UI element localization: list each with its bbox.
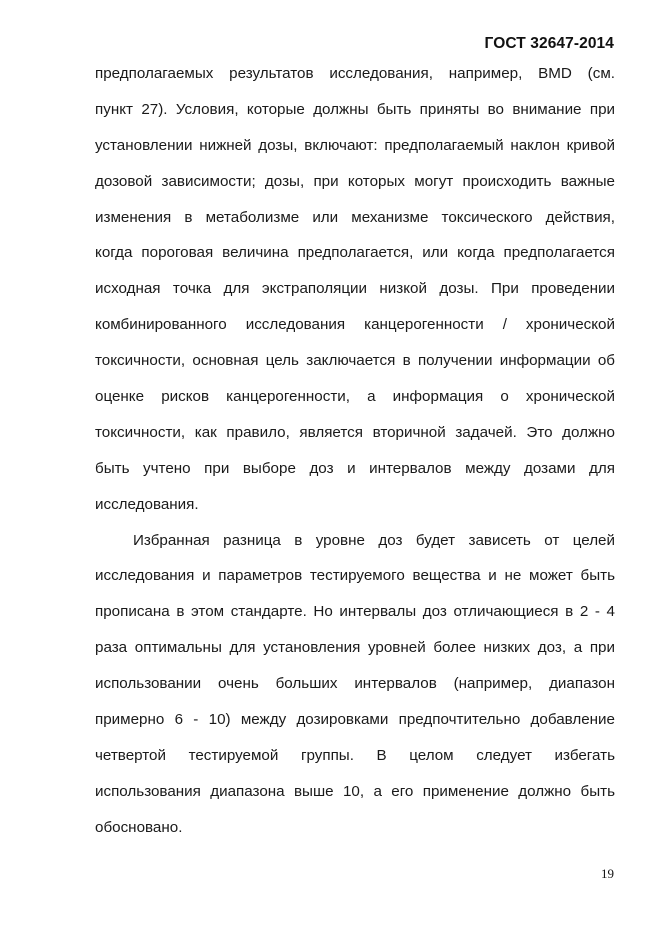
text-line: использования диапазона выше 10, а его применение должно быть xyxy=(95,782,615,800)
text-line: оценке рисков канцерогенности, а информация о хронической xyxy=(95,388,615,406)
text-line: дозовой зависимости; дозы, при которых могут происходить важные xyxy=(95,172,615,190)
text-line: исходная точка для экстраполяции низкой дозы. При проведении xyxy=(95,280,615,298)
text-line: раза оптимальны для установления уровней более низких доз, а при xyxy=(95,639,615,657)
text-line: токсичности, основная цель заключается в получении информации об xyxy=(95,352,615,370)
body-text xyxy=(95,56,615,846)
standard-code-header: ГОСТ 32647-2014 xyxy=(484,35,614,52)
text-line: обосновано. xyxy=(95,818,183,836)
text-line: прописана в этом стандарте. Но интервалы доз отличающиеся в 2 - 4 xyxy=(95,603,615,621)
text-line: быть учтено при выборе доз и интервалов между дозами для xyxy=(95,459,615,477)
text-line: когда пороговая величина предполагается, или когда предполагается xyxy=(95,244,615,262)
text-line: пункт 27). Условия, которые должны быть приняты во внимание при xyxy=(95,100,615,118)
text-line: токсичности, как правило, является вторичной задачей. Это должно xyxy=(95,423,615,441)
page-number: 19 xyxy=(601,866,614,881)
paragraph-dose-intervals xyxy=(95,523,615,846)
text-line: комбинированного исследования канцерогенности / хронической xyxy=(95,316,615,334)
text-line: предполагаемых результатов исследования, например, BMD (см. xyxy=(95,65,615,82)
text-line: исследования и параметров тестируемого вещества и не может быть xyxy=(95,567,615,585)
text-line: использовании очень больших интервалов (например, диапазон xyxy=(95,675,615,693)
text-line: изменения в метаболизме или механизме токсического действия, xyxy=(95,208,615,226)
text-line: четвертой тестируемой группы. В целом следует избегать xyxy=(95,746,615,764)
text-line: примерно 6 - 10) между дозировками предпочтительно добавление xyxy=(95,711,615,729)
text-line: Избранная разница в уровне доз будет зависеть от целей xyxy=(133,531,615,549)
text-line: установлении нижней дозы, включают: предполагаемый наклон кривой xyxy=(95,136,615,154)
paragraph-continuation xyxy=(95,56,615,523)
text-line: исследования. xyxy=(95,495,199,513)
